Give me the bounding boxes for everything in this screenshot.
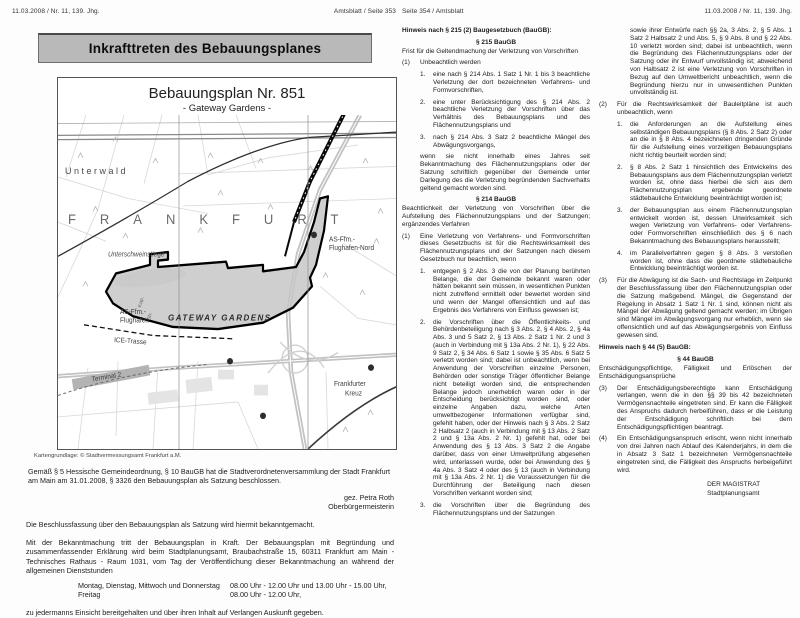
label-frankfurter-kreuz-2: Kreuz: [345, 390, 362, 398]
list-item: [420, 268, 590, 315]
list-text: die Vorschriften über die Begründung des Flächennutzungsplans und der Satzungen: [433, 501, 590, 517]
signature-block: [12, 493, 396, 511]
list-text: eine nach § 214 Abs. 1 Satz 1 Nr. 1 bis 3 beachtliche Verletzung der dort bezeichneten Verfahrens- und Formvorschriften,: [433, 71, 590, 94]
hours-row: [78, 581, 396, 590]
signoff-block: [707, 481, 792, 498]
page-right-header: [402, 8, 792, 15]
s215-title: § 215 BauGB: [475, 38, 517, 46]
einsicht-paragraph: zu jedermanns Einsicht bereitgehalten und über ihren Inhalt auf Verlangen Auskunft gegeben.: [26, 608, 324, 618]
legal-column-right: [599, 27, 792, 517]
s214-subtitle: Beachtlichkeit der Verletzung von Vorschriften über die Aufstellung des Flächennutzungsplans und der Satzungen; ergänzendes Verfahren: [402, 205, 590, 228]
list-number: 3.: [420, 133, 426, 141]
label-as-flughafen-1: AS-Ffm.-: [120, 308, 146, 317]
list-item: [617, 164, 792, 203]
paragraph-number: (2): [599, 101, 607, 109]
hinweis-44-heading: Hinweis nach § 44 (5) BauGB:: [599, 344, 691, 352]
list-number: 1.: [420, 71, 426, 79]
signoff-magistrat: DER MAGISTRAT: [707, 481, 761, 489]
hours-times: 08.00 Uhr - 12.00 Uhr und 13.00 Uhr - 15.00 Uhr,: [230, 580, 387, 590]
paragraph-text: Eine Verletzung von Verfahrens- und Formvorschriften dieses Gesetzbuchs ist für die Rechtswirksamkeit des Flächennutzungsplans und der Satzungen nach diesem Gesetzbuch nur beachtlich, wenn: [420, 232, 590, 263]
paragraph-number: (1): [402, 232, 410, 240]
signature-title: Oberbürgermeisterin: [328, 501, 394, 511]
beschluss-paragraph: Gemäß § 5 Hessische Gemeindeordnung, § 10 BauGB hat die Stadtverordnetenversammlung der Stadt Frankfurt am Main am 31.01.2008, § 3326 den Bebauungsplan als Satzung beschlossen.: [28, 467, 390, 486]
label-as-flughafen-2: Flughafen: [120, 317, 149, 325]
opening-hours: [78, 581, 396, 600]
s215-subtitle: Frist für die Geltendmachung der Verletzung von Vorschriften: [402, 47, 578, 55]
signoff-amt: Stadtplanungsamt: [707, 489, 760, 497]
list-number: 3.: [420, 501, 426, 509]
paragraph-abs3-214: [599, 277, 792, 339]
page-left-header: [12, 8, 396, 15]
list-item: [420, 134, 590, 150]
paragraph-text: Der Entschädigungsberechtigte kann Entschädigung verlangen, wenn die in den §§ 39 bis 42 bezeichneten Vermögensnachteile eingetreten sind. Er kann die Fälligkeit des Anspruchs dadurch herbeiführen, dass er die Leistung der Entschädigung schriftlich bei dem Entschädigungspflichtigen beantragt.: [617, 384, 792, 431]
legal-column-left: [402, 27, 590, 517]
hinweis-215-heading: Hinweis nach § 215 (2) Baugesetzbuch (BauGB):: [402, 27, 552, 34]
label-ice-trasse: ICE-Trasse: [113, 336, 147, 347]
list-text: entgegen § 2 Abs. 3 die von der Planung berührten Belange, die der Gemeinde bekannt waren oder hätten bekannt sein müssen, in wesentlichen Punkten nicht zutreffend ermittelt oder bewertet worden sind und wenn der Mangel offensichtlich und auf das Ergebnis des Verfahrens von Einfluss gewesen ist;: [433, 267, 590, 314]
map-figure: [57, 77, 397, 450]
header-date-left: 11.03.2008 / Nr. 11, 139. Jhg.: [12, 8, 100, 15]
paragraph-text: Ein Entschädigungsanspruch erlischt, wenn nicht innerhalb von drei Jahren nach Ablauf des Kalenderjahrs, in dem die in Absatz 3 Satz 1 bezeichneten Vermögensnachteile eingetreten sind, die Fälligkeit des Anspruchs herbeigeführt wird.: [617, 435, 792, 474]
list-number: 4.: [617, 249, 623, 257]
paragraph-abs4-44: [599, 435, 792, 474]
paragraph-abs2-214: [599, 101, 792, 117]
list-item: [420, 319, 590, 498]
list-number: 2.: [420, 98, 426, 106]
hours-days: Montag, Dienstag, Mittwoch und Donnerstag: [78, 580, 220, 590]
paragraph-text: Unbeachtlich werden: [420, 59, 481, 67]
continuation-text: sowie ihrer Entwürfe nach §§ 2a, 3 Abs. 2, § 5 Abs. 1 Satz 2 Halbsatz 2 und Abs. 5, § 9 Abs. 8 und § 22 Abs. 10 verletzt worden sind; dabei ist unbeachtlich, wenn die Begründung des Flächennutzungsplans oder der Satzung oder ihr Entwurf unvollständig ist; abweichend von Halbsatz 2 ist eine Verletzung von Vorschriften in Bezug auf den Umweltbericht unbeachtlich, wenn die Begründung hierzu nur in unwesentlichen Punkten unvollständig ist.: [630, 27, 792, 97]
hours-days: Freitag: [78, 589, 101, 599]
paragraph-text: Für die Abwägung ist die Sach- und Rechtslage im Zeitpunkt der Beschlussfassung über den Flächennutzungsplan oder die Satzung maßgebend. Mängel, die Gegenstand der Regelung in Absatz 1 Satz 1 Nr. 1 sind, können nicht als Mängel der Abwägung geltend gemacht werden; im Übrigen sind Mängel im Abwägungsvorgang nur erheblich, wenn sie offensichtlich und auf das Abwägungsergebnis von Einfluss gewesen sind.: [617, 277, 792, 339]
label-unterschweinstiege: Unterschweinstiege: [108, 251, 165, 259]
s44-subtitle: Entschädigungspflichtige, Fälligkeit und Erlöschen der Entschädigungsansprüche: [599, 365, 792, 380]
hours-row: [78, 590, 396, 599]
list-item: [420, 99, 590, 130]
paragraph-text: Für die Rechtswirksamkeit der Bauleitpläne ist auch unbeachtlich, wenn: [617, 101, 792, 116]
label-gateway-gardens: GATEWAY GARDENS: [168, 313, 272, 323]
list-item: [617, 250, 792, 273]
label-kap: Kap.: [137, 296, 146, 309]
label-unterwald: Unterwald: [65, 165, 128, 176]
city-map: [58, 115, 396, 449]
label-terminal-2: Terminal 2: [91, 371, 122, 384]
list-number: 3.: [617, 206, 623, 214]
label-as-nord-2: Flughafen-Nord: [329, 244, 375, 252]
list-text: die Anforderungen an die Aufstellung eines selbständigen Bebauungsplans (§ 8 Abs. 2 Satz 2) oder an die in § 8 Abs. 4 bezeichneten dringenden Gründe für die Aufstellung eines vorzeitigen Bebauungsplans nicht richtig beurteilt worden sind;: [630, 120, 792, 159]
abs1-tail: wenn sie nicht innerhalb eines Jahres seit Bekanntmachung des Flächennutzungsplans oder der Satzung schriftlich gegenüber der Gemeinde unter Darlegung des die Verletzung begründenden Sachverhalts geltend gemacht worden sind.: [420, 153, 590, 192]
label-as-nord-1: AS-Ffm.-: [329, 236, 355, 244]
s214-title: § 214 BauGB: [475, 196, 517, 204]
map-subtitle: - Gateway Gardens -: [182, 103, 272, 114]
list-item: [617, 207, 792, 246]
list-number: 2.: [617, 163, 623, 171]
hours-times: 08.00 Uhr - 12.00 Uhr,: [230, 589, 302, 599]
paragraph-number: (3): [599, 277, 607, 285]
page-left: [12, 8, 396, 618]
map-title: Bebauungsplan Nr. 851: [148, 85, 306, 102]
paragraph-number: (1): [402, 59, 410, 67]
signature-name: gez. Petra Roth: [344, 492, 394, 502]
list-item: [420, 71, 590, 94]
announcement-title-bar: [38, 33, 372, 63]
map-caption: Kartengrundlage: © Stadtvermessungsamt Frankfurt a.M.: [34, 453, 182, 459]
paragraph-abs1-214: [402, 233, 590, 264]
page-right: [402, 8, 792, 517]
list-text: § 8 Abs. 2 Satz 1 hinsichtlich des Entwickelns des Bebauungsplans aus dem Flächennutzungsplan verletzt worden ist, ohne dass hierbei die sich aus dem Flächennutzungsplan ergebende geordnete städtebauliche Entwicklung beeinträchtigt worden ist;: [630, 163, 792, 202]
paragraph-abs1: [402, 59, 590, 67]
label-str: Str.: [146, 311, 154, 322]
list-text: die Vorschriften über die Öffentlichkeits- und Behördenbeteiligung nach § 3 Abs. 2, § 4 Abs. 2, § 4a Abs. 3 und 5 Satz 2, § 13 Abs. 2 Satz 1 Nr. 2 und 3 (auch in Verbindung mit § 13a Abs. 2 Nr. 1), § 22 Abs. 9 Satz 2, § 34 Abs. 6 Satz 1 sowie § 35 Abs. 6 Satz 5 verletzt worden sind; dabei ist unbeachtlich, wenn bei Anwendung der Vorschriften einzelne Personen, Behörden oder sonstige Träger öffentlicher Belange nicht beteiligt worden sind, die entsprechenden Belange jedoch unerheblich waren oder in der Entscheidung berücksichtigt worden sind, oder einzelne Angaben dazu, welche Arten umweltbezogener Informationen verfügbar sind, gefehlt haben, oder der Hinweis nach § 3 Abs. 2 Satz 2 Halbsatz 2 (auch in Verbindung mit § 13 Abs. 2 Satz 2 und § 13a Abs. 2 Nr. 1) gefehlt hat, oder bei Anwendung des § 13 Abs. 3 Satz 2 die Angabe darüber, dass von einer Umweltprüfung abgesehen wird, unterlassen wurde, oder bei Anwendung des § 4a Abs. 3 Satz 4 oder des § 13 (auch in Verbindung mit § 13a Abs. 2 Nr. 1) die Voraussetzungen für die Durchführung der Beteiligung nach diesen Vorschriften verkannt worden sind;: [433, 318, 590, 498]
list-text: nach § 214 Abs. 3 Satz 2 beachtliche Mängel des Abwägungsvorgangs,: [433, 133, 590, 149]
list-item: [617, 121, 792, 160]
list-number: 1.: [420, 267, 426, 275]
label-frankfurter-kreuz-1: Frankfurter: [334, 380, 366, 388]
bekanntmachung-paragraph: Die Beschlussfassung über den Bebauungsplan als Satzung wird hiermit bekanntgemacht.: [26, 519, 315, 529]
list-text: eine unter Berücksichtigung des § 214 Abs. 2 beachtliche Verletzung der Vorschriften über das Verhältnis des Bebauungsplans und des Flächennutzungsplans und: [433, 98, 590, 129]
list-number: 2.: [420, 318, 426, 326]
paragraph-number: (3): [599, 384, 607, 392]
s44-title: § 44 BauGB: [677, 356, 714, 364]
header-page-left: Amtsblatt / Seite 353: [333, 8, 396, 15]
label-frankfurt: FRANKFURT: [68, 211, 363, 228]
paragraph-number: (4): [599, 435, 607, 443]
announcement-title: Inkrafttreten des Bebauungsplanes: [88, 41, 322, 56]
header-page-right: Seite 354 / Amtsblatt: [402, 8, 464, 15]
list-text: im Parallelverfahren gegen § 8 Abs. 3 verstoßen worden ist, ohne dass die geordnete städtebauliche Entwicklung beeinträchtigt worden ist.: [630, 249, 792, 273]
list-item: [420, 502, 590, 518]
list-number: 1.: [617, 120, 623, 128]
inkraft-paragraph: Mit der Bekanntmachung tritt der Bebauungsplan in Kraft. Der Bebauungsplan mit Begründung und zusammenfassender Erklärung wird beim Stadtplanungsamt, Braubachstraße 15, 60311 Frankfurt am Main - Technisches Rathaus - Raum 1031, vom Tag der Veröffentlichung dieser Bekanntmachung an während der allgemeinen Dienststunden: [26, 538, 394, 576]
paragraph-abs3-44: [599, 385, 792, 432]
header-date-right: 11.03.2008 / Nr. 11, 139. Jhg.: [704, 8, 792, 15]
list-text: der Bebauungsplan aus einem Flächennutzungsplan entwickelt worden ist, dessen Unwirksamkeit sich wegen Verletzung von Verfahrens- oder Verfahrens- oder Formvorschriften einschließlich des § 6 nach Bekanntmachung des Bebauungsplans herausstellt;: [630, 206, 792, 245]
legal-text-columns: [402, 27, 792, 517]
